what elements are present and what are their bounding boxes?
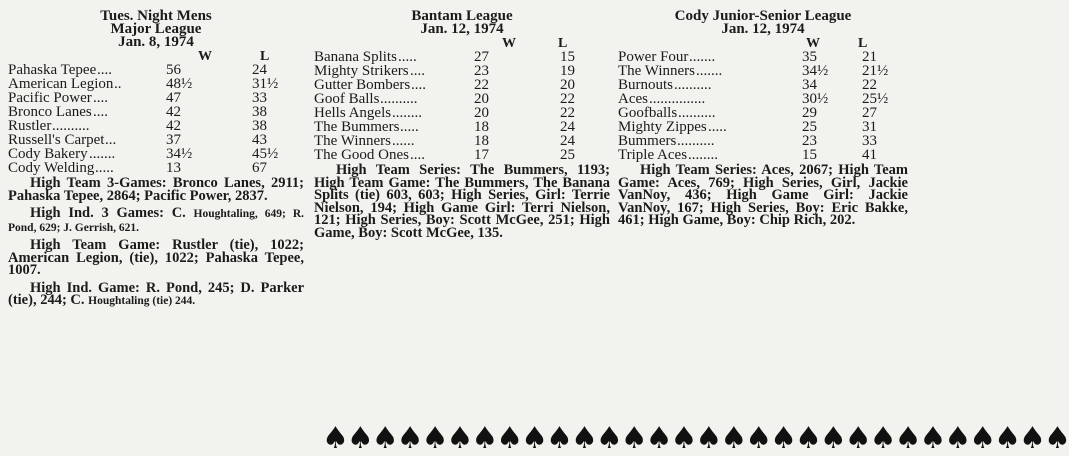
- wins: 29: [802, 105, 817, 121]
- standings-table: [8, 63, 304, 175]
- losses: 38: [252, 104, 267, 120]
- leader-dots-cell: [392, 106, 422, 120]
- leader-dots-cell: [398, 50, 417, 64]
- high-ind-game-b: Houghtaling (tie) 244.: [88, 295, 196, 307]
- team-name: The Good Ones: [314, 147, 409, 163]
- leader-dots: ....: [411, 77, 426, 93]
- wl-header: [8, 49, 304, 63]
- leader-dots-cell: [696, 64, 722, 78]
- leader-dots-cell: [380, 92, 418, 106]
- standings-row: [618, 92, 908, 106]
- team-name: Pahaska Tepee: [8, 62, 97, 78]
- team-name: The Bummers: [314, 119, 400, 135]
- league-date: Jan. 12, 1974: [420, 21, 504, 37]
- team-name: Hells Angels: [314, 105, 392, 121]
- losses: 45½: [252, 146, 279, 162]
- leader-dots: ........: [392, 105, 422, 121]
- leader-dots: ..........: [380, 91, 418, 107]
- leader-dots: ....: [410, 63, 425, 79]
- leader-dots: ........: [688, 147, 718, 163]
- leader-dots-cell: [708, 120, 727, 134]
- wins: 30½: [802, 91, 829, 107]
- standings-row: [618, 120, 908, 134]
- losses: 24: [252, 62, 267, 78]
- standings-row: [314, 78, 610, 92]
- losses: 15: [560, 49, 575, 65]
- standings-row: [8, 133, 304, 147]
- wins: 34: [802, 77, 817, 93]
- leader-dots: ..........: [674, 77, 712, 93]
- losses: 22: [862, 77, 877, 93]
- leader-dots-cell: [410, 148, 425, 162]
- wins: 17: [474, 147, 489, 163]
- team-name: Goofballs: [618, 105, 678, 121]
- team-name: Rustler: [8, 118, 52, 134]
- standings-row: [618, 64, 908, 78]
- wins: 27: [474, 49, 489, 65]
- high-ind-3-games-b: Houghtaling, 649; R. Pond, 629; J. Gerrish, 621.: [8, 208, 304, 234]
- w-label: W: [502, 36, 516, 51]
- wins: 35: [802, 49, 817, 65]
- losses: 38: [252, 118, 267, 134]
- wins: 25: [802, 119, 817, 135]
- wins: 22: [474, 77, 489, 93]
- wins: 13: [166, 160, 181, 176]
- leader-dots-cell: [400, 120, 419, 134]
- leader-dots: ....: [93, 90, 108, 106]
- wins: 34½: [802, 63, 829, 79]
- high-team-3-games: High Team 3-Games: Bronco Lanes, 2911; Pahaska Tepee, 2864; Pacific Power, 2837.: [8, 175, 304, 204]
- l-label: L: [558, 36, 568, 51]
- team-name: Burnouts: [618, 77, 674, 93]
- high-team-game: High Team Game: Rustler (tie), 1022; American Legion, (tie), 1022; Pahaska Tepee, 1007.: [8, 237, 304, 278]
- standings-row: [618, 148, 908, 162]
- leader-dots: .......: [696, 63, 723, 79]
- leader-dots: .......: [689, 49, 716, 65]
- league-header: [618, 10, 908, 36]
- leader-dots: ....: [93, 104, 108, 120]
- losses: 31½: [252, 76, 279, 92]
- league-name-line2: Major League: [110, 21, 202, 37]
- losses: 27: [862, 105, 877, 121]
- leader-dots-cell: [689, 50, 715, 64]
- wins: 42: [166, 104, 181, 120]
- standings-row: [314, 148, 610, 162]
- team-name: Power Four: [618, 49, 689, 65]
- wl-header: [618, 36, 908, 50]
- losses: 31: [862, 119, 877, 135]
- wins: 20: [474, 91, 489, 107]
- leader-dots-cell: [674, 78, 712, 92]
- high-scores: High Team Series: The Bummers, 1193; High Team Game: The Bummers, The Banana Splits (tie) 603, 603; High Series, Girl: Terrie Nielson, 194; High Game Girl: Terri Nielson, 121; High Series, Boy: Scott McGee, 251; High Game, Boy: Scott McGee, 135.: [314, 162, 610, 241]
- leader-dots-cell: [52, 119, 90, 133]
- losses: 19: [560, 63, 575, 79]
- league-name: Bantam League: [411, 8, 513, 24]
- standings-row: [314, 120, 610, 134]
- column-bantam-league: [314, 10, 610, 239]
- wins: 18: [474, 133, 489, 149]
- standings-row: [314, 64, 610, 78]
- league-header: [314, 10, 610, 36]
- leader-dots: .....: [708, 119, 727, 135]
- leader-dots: ..........: [678, 105, 716, 121]
- high-ind-game: [8, 279, 304, 308]
- wins: 15: [802, 147, 817, 163]
- l-label: L: [858, 36, 868, 51]
- wins: 42: [166, 118, 181, 134]
- standings-row: [314, 106, 610, 120]
- losses: 43: [252, 132, 267, 148]
- league-name-line1: Tues. Night Mens: [100, 8, 212, 24]
- leader-dots-cell: [678, 106, 716, 120]
- column-tues-night-mens: [8, 10, 304, 308]
- league-date: Jan. 12, 1974: [721, 21, 805, 37]
- leader-dots: ..: [114, 76, 122, 92]
- high-ind-game-a: High Ind. Game: R. Pond, 245; D. Parker (tie), 244; C.: [8, 279, 304, 308]
- team-name: Goof Balls: [314, 91, 380, 107]
- high-ind-3-games-a: High Ind. 3 Games: C.: [30, 205, 186, 221]
- wins: 20: [474, 105, 489, 121]
- wins: 37: [166, 132, 181, 148]
- losses: 24: [560, 119, 575, 135]
- wins: 56: [166, 62, 181, 78]
- leader-dots-cell: [93, 91, 108, 105]
- team-name: Bronco Lanes: [8, 104, 92, 120]
- leader-dots-cell: [105, 133, 116, 147]
- leader-dots-cell: [410, 64, 425, 78]
- leader-dots: ......: [392, 133, 415, 149]
- wins: 47: [166, 90, 181, 106]
- losses: 67: [252, 160, 267, 176]
- team-name: Cody Bakery: [8, 146, 88, 162]
- league-name: Cody Junior-Senior League: [674, 8, 852, 24]
- leader-dots: .....: [400, 119, 419, 135]
- standings-row: [314, 92, 610, 106]
- losses: 22: [560, 91, 575, 107]
- l-label: L: [260, 49, 270, 64]
- wl-header: [314, 36, 610, 50]
- wins: 18: [474, 119, 489, 135]
- leader-dots-cell: [89, 147, 115, 161]
- league-date: Jan. 8, 1974: [118, 34, 194, 50]
- leader-dots: ..........: [677, 133, 715, 149]
- leader-dots-cell: [411, 78, 426, 92]
- leader-dots: ....: [97, 62, 112, 78]
- league-header: [8, 10, 304, 49]
- team-name: Cody Welding: [8, 160, 95, 176]
- team-name: Banana Splits: [314, 49, 397, 65]
- ornamental-border: ♠♠♠♠♠♠♠♠♠♠♠♠♠♠♠♠♠♠♠♠♠♠♠♠♠♠♠♠♠♠: [322, 421, 1069, 456]
- team-name: Aces: [618, 91, 648, 107]
- leader-dots-cell: [688, 148, 718, 162]
- standings-row: [314, 50, 610, 64]
- losses: 21: [862, 49, 877, 65]
- leader-dots: ...............: [649, 91, 706, 107]
- team-name: Gutter Bombers: [314, 77, 411, 93]
- leader-dots-cell: [93, 105, 108, 119]
- wins: 23: [802, 133, 817, 149]
- leader-dots: ...: [105, 132, 117, 148]
- w-label: W: [806, 36, 820, 51]
- losses: 20: [560, 77, 575, 93]
- high-ind-3-games: [8, 207, 304, 234]
- team-name: American Legion: [8, 76, 114, 92]
- leader-dots-cell: [95, 161, 114, 175]
- leader-dots: .....: [95, 160, 114, 176]
- losses: 41: [862, 147, 877, 163]
- standings-row: [8, 105, 304, 119]
- team-name: Bummers: [618, 133, 677, 149]
- leader-dots-cell: [677, 134, 715, 148]
- w-label: W: [198, 49, 212, 64]
- standings-row: [8, 161, 304, 175]
- standings-row: [618, 50, 908, 64]
- team-name: Triple Aces: [618, 147, 688, 163]
- standings-table: [314, 50, 610, 162]
- team-name: The Winners: [314, 133, 392, 149]
- standings-row: [8, 119, 304, 133]
- losses: 33: [252, 90, 267, 106]
- standings-row: [8, 77, 304, 91]
- standings-table: [618, 50, 908, 162]
- losses: 33: [862, 133, 877, 149]
- team-name: Mighty Zippes: [618, 119, 707, 135]
- wins: 48½: [166, 76, 193, 92]
- standings-row: [618, 78, 908, 92]
- wins: 34½: [166, 146, 193, 162]
- losses: 25: [560, 147, 575, 163]
- leader-dots-cell: [392, 134, 415, 148]
- team-name: Mighty Strikers: [314, 63, 409, 79]
- leader-dots-cell: [649, 92, 705, 106]
- leader-dots: .....: [398, 49, 417, 65]
- leader-dots: ..........: [52, 118, 90, 134]
- losses: 21½: [862, 63, 889, 79]
- losses: 25½: [862, 91, 889, 107]
- standings-row: [314, 134, 610, 148]
- standings-row: [618, 106, 908, 120]
- losses: 22: [560, 105, 575, 121]
- standings-row: [8, 147, 304, 161]
- leader-dots: .......: [89, 146, 116, 162]
- column-cody-junior-senior: [618, 10, 908, 227]
- standings-row: [8, 91, 304, 105]
- standings-row: [618, 134, 908, 148]
- high-scores: High Team Series: Aces, 2067; High Team Game: Aces, 769; High Series, Girl, Jackie VanNoy, 436; High Game Girl: Jackie VanNoy, 167; High Series, Boy: Eric Bakke, 461; High Game, Boy: Chip Rich, 202.: [618, 162, 908, 228]
- team-name: Pacific Power: [8, 90, 92, 106]
- leader-dots-cell: [97, 63, 112, 77]
- leader-dots-cell: [114, 77, 122, 91]
- team-name: Russell's Carpet: [8, 132, 105, 148]
- leader-dots: ....: [410, 147, 425, 163]
- wins: 23: [474, 63, 489, 79]
- losses: 24: [560, 133, 575, 149]
- standings-row: [8, 63, 304, 77]
- team-name: The Winners: [618, 63, 696, 79]
